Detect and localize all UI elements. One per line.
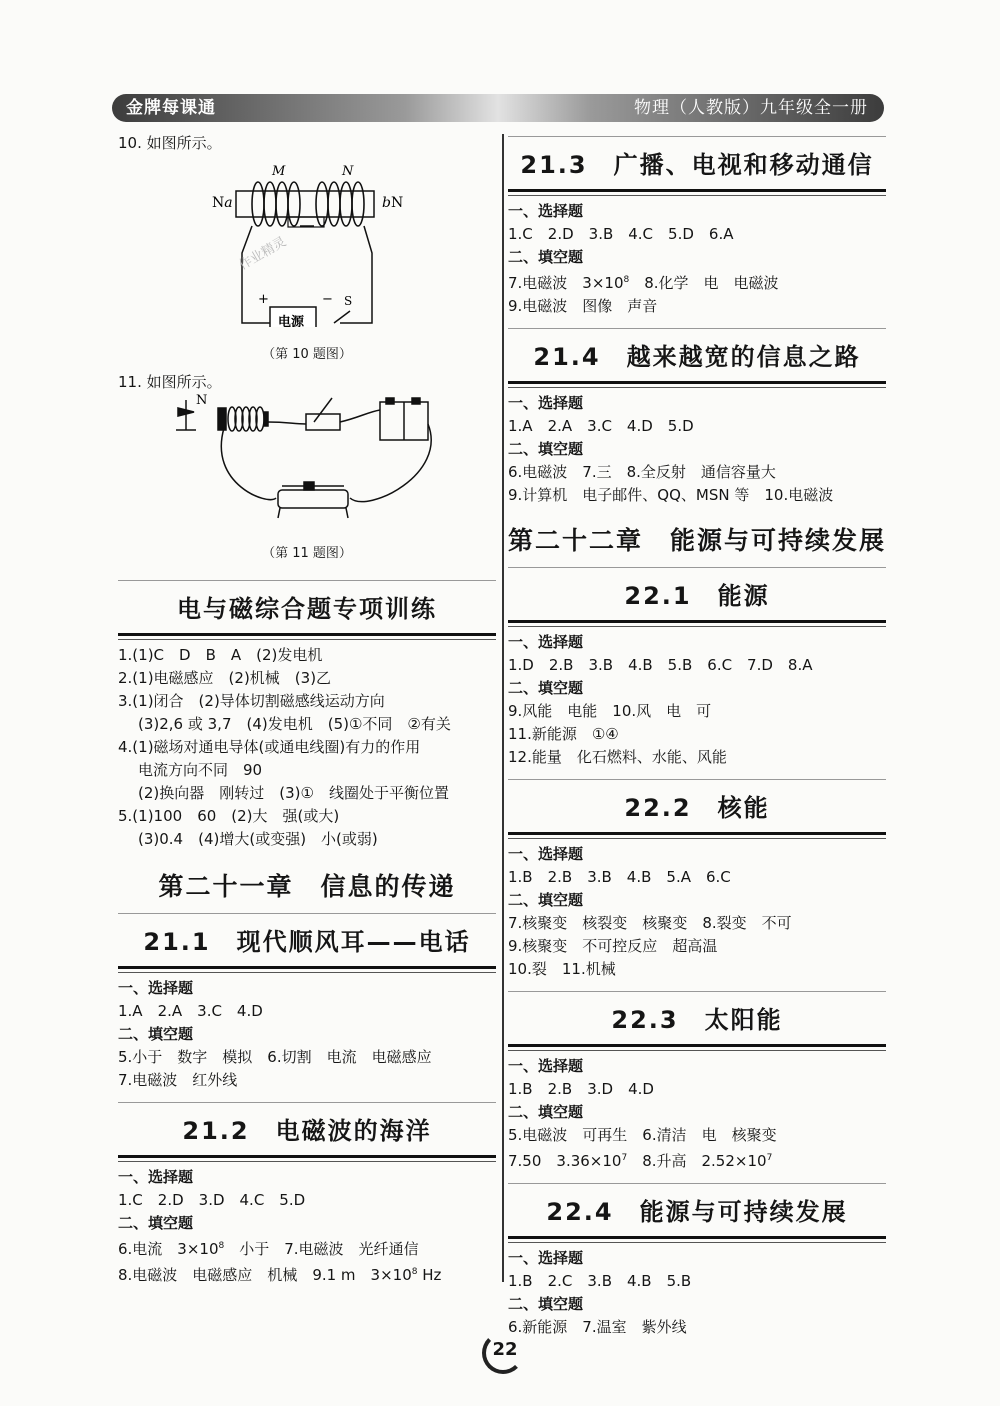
section-22-2-sub2: 二、填空题 — [508, 891, 584, 909]
section-21-4-answers2a: 6.电磁波 7.三 8.全反射 通信容量大 — [508, 463, 776, 481]
section-22-3-answers1: 1.B 2.B 3.D 4.D — [508, 1080, 654, 1098]
section-22-2-answers2b: 9.核聚变 不可控反应 超高温 — [508, 937, 718, 955]
switch-label: S — [344, 294, 353, 308]
figure-11-diagram — [118, 394, 496, 544]
subject-title: 物理（人教版）九年级全一册 — [634, 98, 868, 118]
special-line-7: (2)换向器 刚转过 (3)① 线圈处于平衡位置 — [138, 784, 449, 802]
section-21-3-answers2b: 9.电磁波 图像 声音 — [508, 297, 658, 315]
section-22-2-sub1: 一、选择题 — [508, 845, 584, 863]
section-21-2-sub1: 一、选择题 — [118, 1168, 194, 1186]
section-22-2-answers1: 1.B 2.B 3.B 4.B 5.A 6.C — [508, 868, 731, 886]
chapter-22-title: 第二十二章 能源与可持续发展 — [508, 526, 887, 555]
knife-switch — [306, 398, 340, 430]
plus-sign: + — [258, 292, 269, 307]
label-bN: bN — [382, 195, 404, 211]
section-22-2-answers2a: 7.核聚变 核裂变 核聚变 8.裂变 不可 — [508, 914, 792, 932]
section-21-4-sub1: 一、选择题 — [508, 394, 584, 412]
section-21-3-answers2a: 7.电磁波 $3\times 10^8$ 8.化学 电 电磁波 — [508, 274, 779, 292]
label-N-top: N — [342, 164, 354, 179]
section-21-1-answers2a: 5.小于 数字 模拟 6.切割 电流 电磁感应 — [118, 1048, 432, 1066]
power-label: 电源 — [278, 315, 305, 327]
section-22-4-title: 22.4 能源与可持续发展 — [508, 1183, 886, 1239]
section-21-3-sub2: 二、填空题 — [508, 248, 584, 266]
special-line-1: 1.(1)C D B A (2)发电机 — [118, 646, 323, 664]
left-column — [118, 132, 496, 1287]
section-22-1-answers2c: 12.能量 化石燃料、水能、风能 — [508, 748, 727, 766]
section-21-3-sub1: 一、选择题 — [508, 202, 584, 220]
section-21-1-sub2: 二、填空题 — [118, 1025, 194, 1043]
compass-flag-icon — [176, 400, 196, 430]
section-21-4-sub2: 二、填空题 — [508, 440, 584, 458]
section-21-3-title: 21.3 广播、电视和移动通信 — [508, 136, 886, 192]
solenoid — [218, 407, 268, 431]
section-21-2-answers1: 1.C 2.D 3.D 4.C 5.D — [118, 1191, 306, 1209]
book-title: 金牌每课通 — [126, 98, 216, 118]
coil-M — [252, 182, 300, 226]
question-11: 11. 如图所示。 — [118, 373, 222, 391]
watermark: 作业精灵 — [236, 234, 290, 274]
wire-c — [221, 428, 276, 500]
battery — [380, 398, 428, 440]
section-22-3-answers2a: 5.电磁波 可再生 6.清洁 电 核聚变 — [508, 1126, 777, 1144]
special-line-5: 4.(1)磁场对通电导体(或通电线圈)有力的作用 — [118, 738, 421, 756]
section-22-1-sub1: 一、选择题 — [508, 633, 584, 651]
column-divider — [502, 134, 504, 1282]
special-line-9: (3)0.4 (4)增大(或变强) 小(或弱) — [138, 830, 378, 848]
section-22-3-title: 22.3 太阳能 — [508, 991, 886, 1047]
section-22-1-answers2a: 9.风能 电能 10.风 电 可 — [508, 702, 712, 720]
section-21-2-sub2: 二、填空题 — [118, 1214, 194, 1232]
minus-sign: − — [322, 292, 333, 307]
section-22-1-sub2: 二、填空题 — [508, 679, 584, 697]
special-line-6: 电流方向不同 90 — [138, 761, 263, 779]
label-Na: Na — [212, 195, 233, 211]
section-21-1-answers2b: 7.电磁波 红外线 — [118, 1071, 238, 1089]
page-number-text: 22 — [492, 1339, 518, 1360]
caption-11: （第 11 题图） — [262, 546, 352, 561]
section-21-2-title: 21.2 电磁波的海洋 — [118, 1102, 496, 1158]
figure-11 — [118, 394, 496, 544]
section-21-2-answers2b: 8.电磁波 电磁感应 机械 9.1 m $3\times 10^8$ Hz — [118, 1266, 442, 1284]
right-column — [508, 132, 886, 1339]
wire-b — [340, 410, 380, 422]
wire-a — [268, 422, 306, 424]
question-10: 10. 如图所示。 — [118, 134, 222, 152]
wire-d — [350, 424, 431, 502]
section-22-1-title: 22.1 能源 — [508, 567, 886, 623]
label-M: M — [272, 164, 286, 179]
section-22-4-answers2: 6.新能源 7.温室 紫外线 — [508, 1318, 687, 1336]
page-number — [482, 1330, 528, 1370]
special-training-title: 电与磁综合题专项训练 — [118, 580, 496, 636]
coil-N — [316, 182, 364, 226]
section-22-1-answers2b: 11.新能源 ①④ — [508, 725, 619, 743]
section-22-3-sub2: 二、填空题 — [508, 1103, 584, 1121]
section-22-4-sub1: 一、选择题 — [508, 1249, 584, 1267]
page-header — [112, 94, 884, 122]
section-21-1-title: 21.1 现代顺风耳——电话 — [118, 913, 496, 969]
section-21-3-answers1: 1.C 2.D 3.B 4.C 5.D 6.A — [508, 225, 734, 243]
section-21-2-answers2a: 6.电流 $3\times 10^8$ 小于 7.电磁波 光纤通信 — [118, 1240, 419, 1258]
special-line-4: (3)2,6 或 3,7 (4)发电机 (5)①不同 ②有关 — [138, 715, 451, 733]
section-22-2-answers2c: 10.裂 11.机械 — [508, 960, 616, 978]
caption-10: （第 10 题图） — [262, 347, 352, 362]
section-21-1-answers1: 1.A 2.A 3.C 4.D — [118, 1002, 263, 1020]
figure-10 — [118, 155, 496, 327]
section-21-1-sub1: 一、选择题 — [118, 979, 194, 997]
section-21-4-title: 21.4 越来越宽的信息之路 — [508, 328, 886, 384]
section-21-4-answers1: 1.A 2.A 3.C 4.D 5.D — [508, 417, 694, 435]
wire-right — [340, 226, 372, 323]
label-N-compass: N — [196, 394, 208, 408]
section-22-3-sub1: 一、选择题 — [508, 1057, 584, 1075]
section-21-4-answers2b: 9.计算机 电子邮件、QQ、MSN 等 10.电磁波 — [508, 486, 834, 504]
figure-10-diagram — [118, 155, 496, 327]
section-22-2-title: 22.2 核能 — [508, 779, 886, 835]
special-line-8: 5.(1)100 60 (2)大 强(或大) — [118, 807, 340, 825]
switch-blade — [334, 311, 350, 323]
section-22-1-answers1: 1.D 2.B 3.B 4.B 5.B 6.C 7.D 8.A — [508, 656, 813, 674]
chapter-21-title: 第二十一章 信息的传递 — [158, 872, 456, 901]
section-22-3-answers2b: 7.50 $3.36\times 10^7$ 8.升高 $2.52\times 10^7$ — [508, 1152, 773, 1170]
special-line-3: 3.(1)闭合 (2)导体切割磁感线运动方向 — [118, 692, 385, 710]
special-line-2: 2.(1)电磁感应 (2)机械 (3)乙 — [118, 669, 332, 687]
rheostat — [278, 482, 348, 518]
section-22-4-sub2: 二、填空题 — [508, 1295, 584, 1313]
section-22-4-answers1: 1.B 2.C 3.B 4.B 5.B — [508, 1272, 692, 1290]
